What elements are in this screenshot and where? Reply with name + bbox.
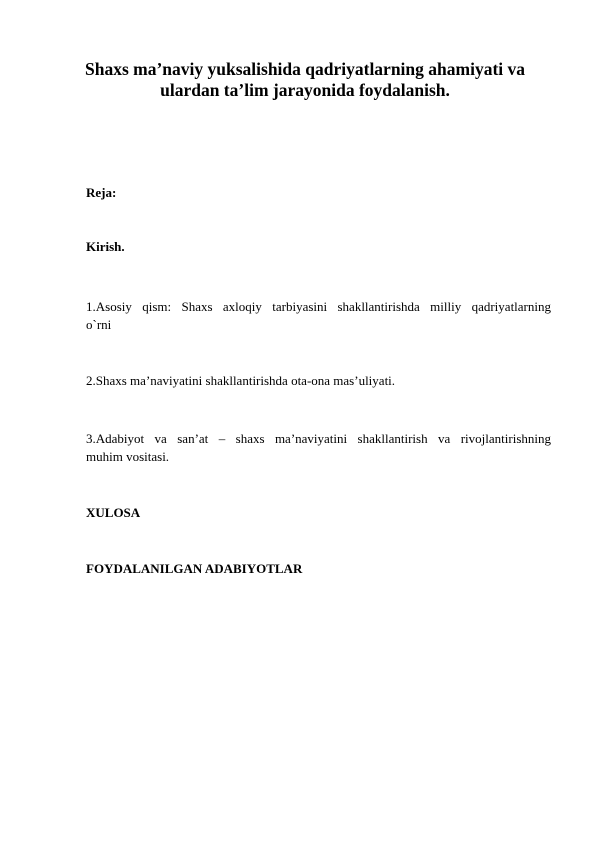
plan-item-3 — [86, 430, 551, 466]
kirish-heading: Kirish. — [86, 239, 125, 254]
plan-item-1 — [86, 298, 551, 334]
document-title — [70, 59, 540, 101]
plan-item-2-line-1: 2.Shaxs ma’naviyatini shakllantirishda ota-ona mas’uliyati. — [86, 373, 396, 388]
adabiyotlar-heading: FOYDALANILGAN ADABIYOTLAR — [86, 561, 303, 576]
plan-item-1-line-1: 1.Asosiy qism: Shaxs axloqiy tarbiyasini shakllantirishda milliy qadriyatlarning — [86, 299, 551, 314]
plan-item-3-line-2: muhim vositasi. — [86, 449, 170, 464]
xulosa-heading: XULOSA — [86, 505, 141, 520]
title-line-1: Shaxs ma’naviy yuksalishida qadriyatlarning ahamiyati va — [84, 59, 526, 79]
plan-item-2 — [86, 372, 551, 390]
plan-item-3-line-1: 3.Adabiyot va san’at – shaxs ma’naviyatini shakllantirish va rivojlantirishning — [86, 431, 551, 446]
reja-heading: Reja: — [86, 185, 117, 200]
plan-item-1-line-2: o`rni — [86, 317, 112, 332]
title-line-2: ulardan ta’lim jarayonida foydalanish. — [160, 80, 450, 100]
